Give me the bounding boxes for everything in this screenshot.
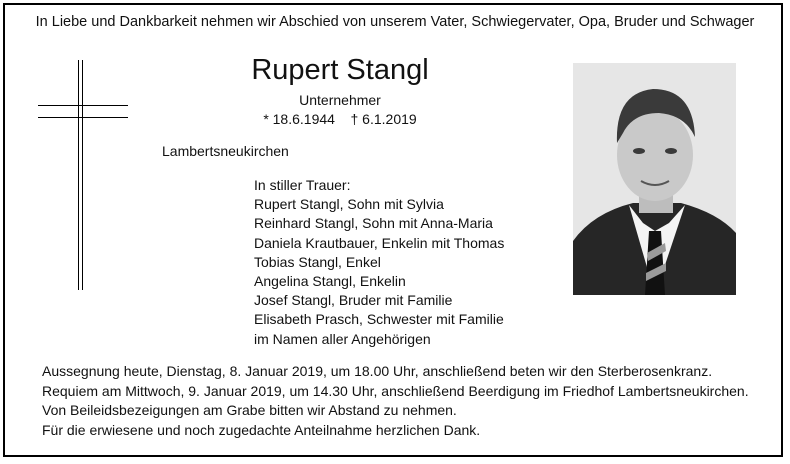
portrait-photo (573, 63, 736, 295)
deceased-profession: Unternehmer (299, 92, 381, 108)
footer-line: Requiem am Mittwoch, 9. Januar 2019, um 14.30 Uhr, anschließend Beerdigung im Friedhof Lambertsneukirchen. (42, 382, 749, 399)
mourner-line: im Namen aller Angehörigen (254, 330, 431, 347)
footer-line: Für die erwiesene und noch zugedachte Anteilnahme herzlichen Dank. (42, 421, 481, 438)
mourners-heading: In stiller Trauer: (254, 177, 351, 193)
deceased-name: Rupert Stangl (251, 54, 429, 86)
notice-header: In Liebe und Dankbarkeit nehmen wir Abschied von unserem Vater, Schwiegervater, Opa, Bruder und Schwager (35, 14, 755, 30)
life-dates (200, 111, 480, 127)
mourner-line: Elisabeth Prasch, Schwester mit Familie (254, 311, 504, 328)
mourner-line: Daniela Krautbauer, Enkelin mit Thomas (254, 234, 505, 251)
birth-date: * 18.6.1944 (263, 111, 335, 127)
death-date: † 6.1.2019 (350, 111, 417, 127)
mourner-line: Rupert Stangl, Sohn mit Sylvia (254, 196, 444, 213)
mourner-line: Tobias Stangl, Enkel (254, 253, 381, 270)
mourner-line: Josef Stangl, Bruder mit Familie (254, 292, 453, 309)
funeral-info (42, 362, 749, 440)
residence-place: Lambertsneukirchen (162, 143, 289, 159)
mourners-list (254, 176, 504, 349)
mourner-line: Reinhard Stangl, Sohn mit Anna-Maria (254, 215, 493, 232)
footer-line: Aussegnung heute, Dienstag, 8. Januar 2019, um 18.00 Uhr, anschließend beten wir den Sterberosenkranz. (42, 363, 713, 379)
footer-line: Von Beileidsbezeigungen am Grabe bitten wir Abstand zu nehmen. (42, 402, 457, 418)
mourner-line: Angelina Stangl, Enkelin (254, 273, 406, 290)
